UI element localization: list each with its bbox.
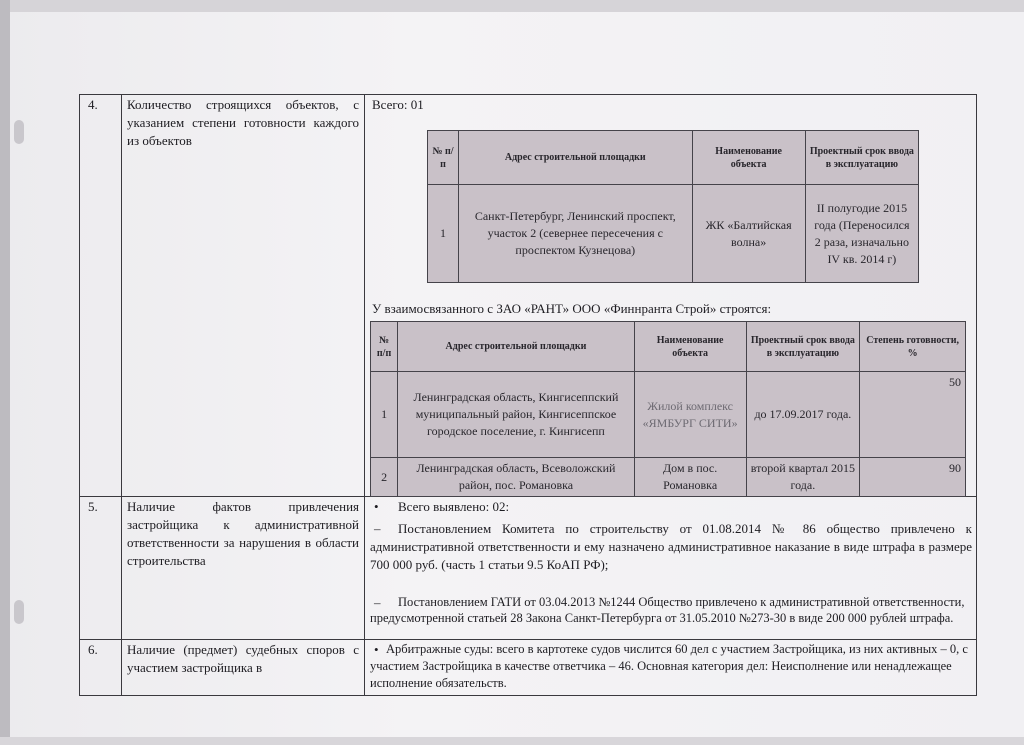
table-row — [371, 372, 966, 458]
punch-hole — [14, 120, 24, 144]
table-cell: до 17.09.2017 года. — [746, 372, 860, 458]
table-header: Адрес строительной площадки — [459, 131, 692, 185]
table-header: Степень готовности, % — [860, 322, 966, 372]
table-row — [428, 185, 919, 283]
related-company-intro: У взаимосвязанного с ЗАО «РАНТ» ООО «Финнранта Строй» строятся: — [372, 301, 772, 316]
table-border-bottom — [79, 695, 977, 696]
table-cell: 50 — [860, 372, 966, 458]
table-cell: 2 — [371, 458, 398, 497]
table-cell: Ленинградская область, Всеволожский район, пос. Романовка — [398, 458, 635, 497]
column-divider — [364, 94, 365, 696]
row-label: Наличие (предмет) судебных споров с участием застройщика в — [127, 642, 359, 675]
table-border-left — [79, 94, 80, 696]
row-label: Количество строящихся объектов, с указанием степени готовности каждого из объектов — [127, 97, 359, 148]
table-cell: ЖК «Балтийская волна» — [692, 185, 805, 283]
bullet-icon: • — [374, 642, 379, 657]
scan-edge-bottom — [0, 737, 1024, 745]
table-cell: 1 — [428, 185, 459, 283]
table-border-right — [976, 94, 977, 696]
table-header: Проектный срок ввода в эксплуатацию — [746, 322, 860, 372]
table-header: Проектный срок ввода в эксплуатацию — [805, 131, 918, 185]
violation-item: Постановлением Комитета по строительству от 01.08.2014 № 86 общество привлечено к административной ответственности и ему назначено административное наказание в виде штрафа в размере 700 000 руб. (часть 1 статьи 9.5 КоАП РФ); — [370, 521, 972, 572]
row-divider — [79, 639, 977, 640]
court-cases-text: Арбитражные суды: всего в картотеке судов числится 60 дел с участием Застройщика, из них активных – 0, с участием Застройщика в качестве ответчика – 46. Основная категория дел: Неисполнение или ненадлежащее исполнение обязательств. — [370, 642, 968, 690]
table-header: Наименование объекта — [634, 322, 746, 372]
table-cell: Жилой комплекс «ЯМБУРГ СИТИ» — [634, 372, 746, 458]
table-cell: 90 — [860, 458, 966, 497]
objects-total: Всего: 01 — [372, 97, 424, 112]
violation-item: Постановлением ГАТИ от 03.04.2013 №1244 Общество привлечено к административной ответственности, предусмотренной статьей 28 Закона Санкт-Петербурга от 31.05.2010 №273-30 в виде 200 000 рублей штрафа. — [370, 595, 965, 625]
table-row — [371, 458, 966, 497]
table-cell: Ленинградская область, Кингисеппский муниципальный район, Кингисеппское городское поселение, г. Кингисепп — [398, 372, 635, 458]
row-number: 6. — [88, 642, 98, 657]
table-header: № п/п — [371, 322, 398, 372]
dash-icon: – — [374, 595, 381, 610]
dash-icon: – — [374, 521, 381, 536]
related-objects-table — [370, 321, 966, 497]
punch-hole — [14, 600, 24, 624]
bullet-icon: • — [374, 499, 379, 514]
table-header: № п/п — [428, 131, 459, 185]
row-number: 5. — [88, 499, 98, 514]
objects-table — [427, 130, 919, 283]
table-header: Наименование объекта — [692, 131, 805, 185]
row-number: 4. — [88, 97, 98, 112]
row-label: Наличие фактов привлечения застройщика к административной ответственности за нарушения в области строительства — [127, 499, 359, 568]
column-divider — [121, 94, 122, 696]
table-cell: 1 — [371, 372, 398, 458]
table-header: Адрес строительной площадки — [398, 322, 635, 372]
table-cell: Санкт-Петербург, Ленинский проспект, участок 2 (севернее пересечения с проспектом Кузнецова) — [459, 185, 692, 283]
table-border-top — [79, 94, 977, 95]
scan-edge-top — [0, 0, 1024, 12]
table-cell: II полугодие 2015 года (Переносился 2 раза, изначально IV кв. 2014 г) — [805, 185, 918, 283]
violations-total: Всего выявлено: 02: — [398, 499, 510, 514]
table-cell: Дом в пос. Романовка — [634, 458, 746, 497]
scan-edge-left — [0, 0, 10, 745]
table-cell: второй квартал 2015 года. — [746, 458, 860, 497]
